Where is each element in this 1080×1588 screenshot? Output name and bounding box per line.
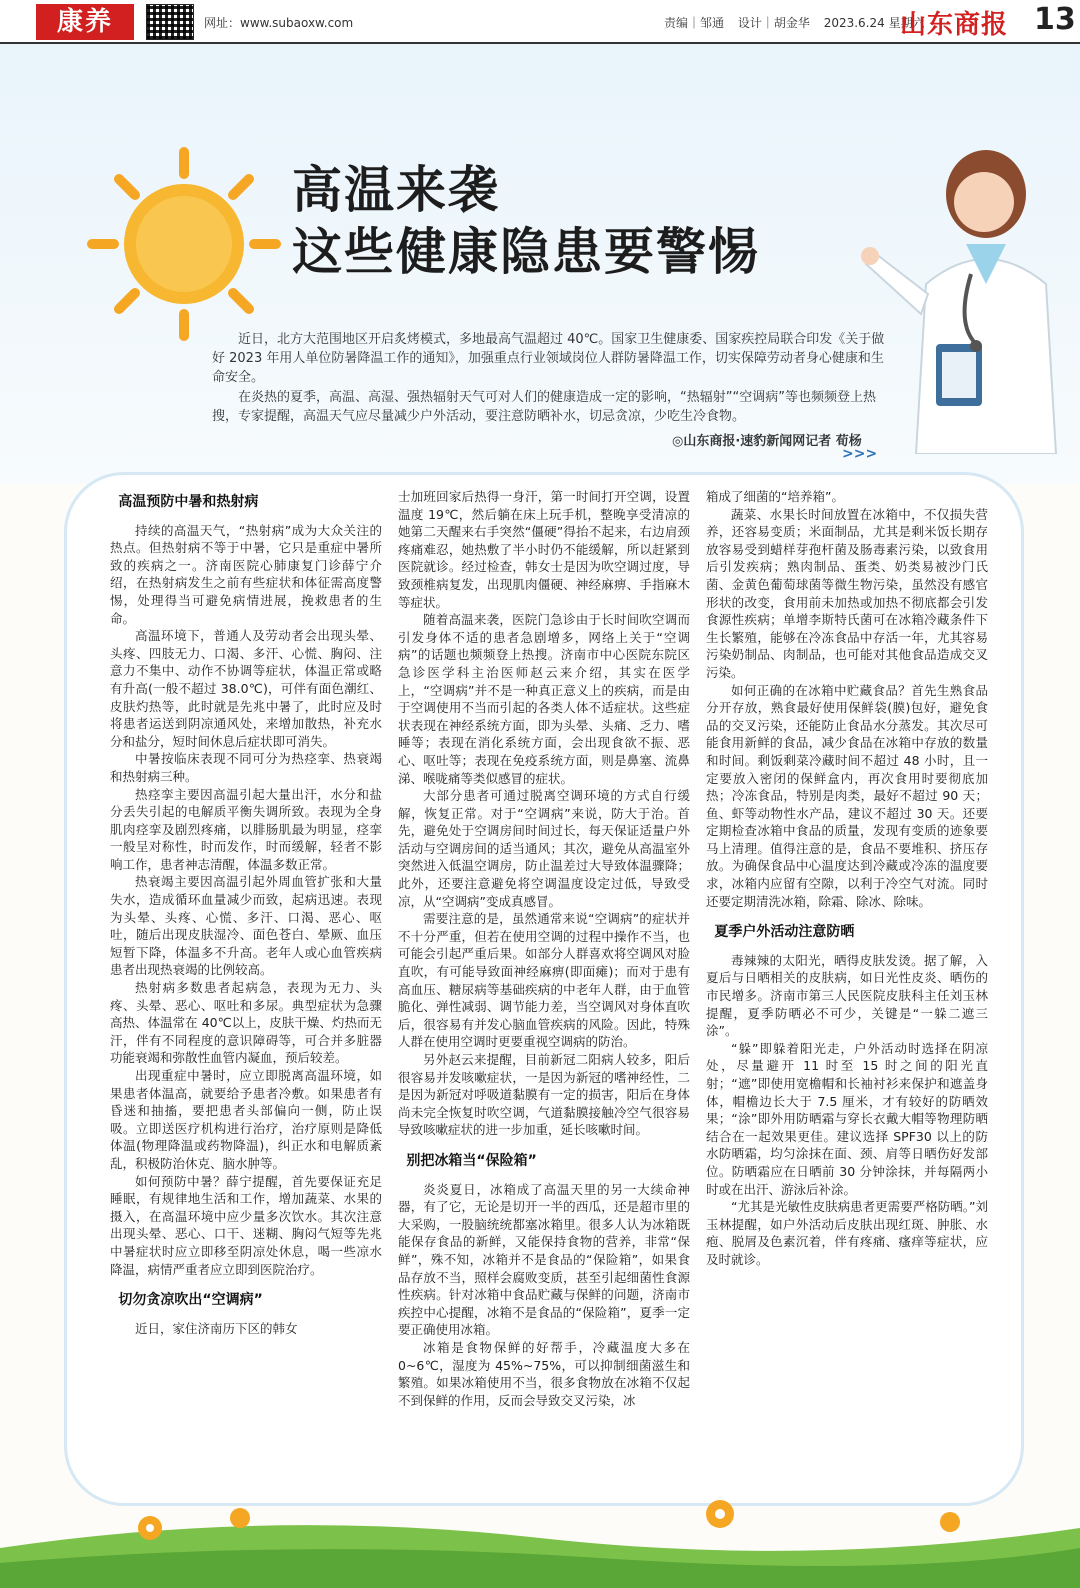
lead-paragraph-1: 近日，北方大范围地区开启炙烤模式，多地最高气温超过 40℃。国家卫生健康委、国家疾控局联合印发《关于做好 2023 年用人单位防暑降温工作的通知》，加强重点行业领域岗位人群防暑降温工作，切实保障劳动者身心健康和生命安全。 <box>212 332 885 385</box>
sun-icon <box>84 144 284 344</box>
paragraph: 随着高温来袭，医院门急诊由于长时间吹空调而引发身体不适的患者急剧增多，网络上关于“空调病”的话题也频频登上热搜。济南市中心医院东院区急诊医学科主治医师赵云来介绍，其实在医学上，“空调病”并不是一种真正意义上的疾病，而是由于空调使用不当而引起的各类人体不适症状。这些症状表现在神经系统方面，即为头晕、头痛、乏力、嗜睡等；表现在消化系统方面，会出现食欲不振、恶心、呕吐等；表现在免疫系统方面，则是鼻塞、流鼻涕、喉咙痛等类似感冒的症状。 <box>398 612 690 786</box>
article-column-2 <box>398 488 690 1409</box>
paragraph: 大部分患者可通过脱离空调环境的方式自行缓解，恢复正常。对于“空调病”来说，防大于治。首先，避免处于空调房间时间过长，每天保证适量户外活动与空调房间的适当通风；其次，避免从高温室外突然进入低温空调房，防止温差过大导致体温骤降；此外，还要注意避免将空调温度设定过低，导致受凉，从“空调病”变成真感冒。 <box>398 788 690 909</box>
paragraph: 炎炎夏日，冰箱成了高温天里的另一大续命神器，有了它，无论是切开一半的西瓜，还是超市里的大采购，一股脑统统都塞冰箱里。很多人认为冰箱既能保存食品的新鲜，又能保持食物的营养，非常“保鲜”，殊不知，冰箱并不是食品的“保险箱”，如果食品存放不当，照样会腐败变质，甚至引起细菌性食源性疾病。针对冰箱中食品贮藏与保鲜的问题，济南市疾控中心提醒，冰箱不是食品的“保险箱”，夏季一定要正确使用冰箱。 <box>398 1181 690 1338</box>
paragraph: 如何预防中暑？薛宁提醒，首先要保证充足睡眠，有规律地生活和工作，增加蔬菜、水果的摄入，在高温环境中应少量多次饮水。其次注意出现头晕、恶心、口干、迷糊、胸闷气短等先兆中暑症状时应立即移至阴凉处休息，喝一些凉水降温，病情严重者应立即到医院治疗。 <box>110 1173 382 1277</box>
paper-logo: 山东商报 <box>900 10 1009 40</box>
page-number: 13 <box>1034 2 1076 37</box>
page-header <box>0 0 1080 44</box>
qr-code-icon[interactable] <box>146 4 194 40</box>
section-heading-sunscreen: 夏季户外活动注意防晒 <box>714 924 855 941</box>
section-heading-heatstroke: 高温预防中暑和热射病 <box>118 494 259 510</box>
grass-flowers-decoration-icon <box>0 1488 1080 1588</box>
paragraph: “躲”即躲着阳光走，户外活动时选择在阴凉处，尽量避开 11 时至 15 时之间的阳光直射；“遮”即使用宽檐帽和长袖衬衫来保护和遮盖身体，帽檐边长大于 7.5 厘米，才有较好的防晒效果；“涂”即外用防晒霜与穿长衣戴大帽等物理防晒结合在一起效果更佳。建议选择 SPF30 以上的防水防晒霜，均匀涂抹在面、颈、肩等日晒伤好发部位。防晒霜应在日晒前 30 分钟涂抹，并每隔两小时或在出汗、游泳后补涂。 <box>706 1040 988 1197</box>
credits <box>664 14 935 31</box>
paragraph: 如何正确的在冰箱中贮藏食品？首先生熟食品分开存放，熟食最好使用保鲜袋(膜)包好，避免食品的交叉污染，还能防止食品水分蒸发。其次尽可能食用新鲜的食品，减少食品在冰箱中存放的数量和时间。剩饭剩菜冷藏时间不超过 48 小时，且一定要放入密闭的保鲜盒内，再次食用时要彻底加热；冷冻食品，特别是肉类，最好不超过 90 天；鱼、虾等动物性水产品，建议不超过 30 天。还要定期检查冰箱中食品的质量，发现有变质的迹象要马上清理。值得注意的是，食品不要堆积、挤压存放。为确保食品中心温度达到冷藏或冷冻的温度要求，冰箱内应留有空隙，以利于冷空气对流。同时还要定期清洗冰箱，除霜、除冰、除味。 <box>706 682 988 909</box>
paragraph: 箱成了细菌的“培养箱”。 <box>706 489 844 504</box>
paragraph: 近日，家住济南历下区的韩女 <box>135 1320 298 1336</box>
byline: ◎山东商报·速豹新闻网记者 荀杨 <box>672 434 862 449</box>
paragraph: 高温环境下，普通人及劳动者会出现头晕、头疼、四肢无力、口渴、多汗、心慌、胸闷、注意力不集中、动作不协调等症状，体温正常或略有升高(一般不超过 38.0℃)，可伴有面色潮红、皮肤灼热等，此时就是先兆中暑了，此时应及时将患者运送到阴凉通风处，来增加散热，补充水分和盐分，短时间休息后症状即可消失。 <box>110 628 382 749</box>
lead-paragraph-2: 在炎热的夏季，高温、高湿、强热辐射天气可对人们的健康造成一定的影响，“热辐射”“空调病”等也频频登上热搜，专家提醒，高温天气应尽量减少户外活动，要注意防晒补水，切忌贪凉，少吃生冷食物。 <box>212 390 876 424</box>
design-credit: 设计｜胡金华 <box>737 16 810 30</box>
section-tag: 康养 <box>36 4 134 40</box>
paragraph: 需要注意的是，虽然通常来说“空调病”的症状并不十分严重，但若在使用空调的过程中操作不当，也可能会引起严重后果。如部分人群喜欢将空调风对脸直吹，有可能导致面神经麻痹(即面瘫)；而对于患有高血压、糖尿病等基础疾病的中老年人群，由于血管脆化、弹性减弱、调节能力差，当空调风对身体直吹后，很容易有并发心脑血管疾病的风险。因此，特殊人群在使用空调时更要重视空调病的防治。 <box>398 911 690 1050</box>
paragraph: 另外赵云来提醒，目前新冠二阳病人较多，阳后很容易并发咳嗽症状，一是因为新冠的嗜神经性，二是因为新冠对呼吸道黏膜有一定的损害，阳后在身体尚未完全恢复时吹空调，气道黏膜接触冷空气很容易导致咳嗽症状的进一步加重，延长咳嗽时间。 <box>398 1052 690 1138</box>
issue-date: 2023.6.24 星期六 <box>823 16 925 30</box>
continue-arrows: >>> <box>842 446 878 462</box>
section-heading-aircon: 切勿贪凉吹出“空调病” <box>118 1292 263 1309</box>
section-heading-fridge: 别把冰箱当“保险箱” <box>406 1152 537 1169</box>
paragraph: 蔬菜、水果长时间放置在冰箱中，不仅损失营养，还容易变质；米面制品，尤其是剩米饭长期存放容易受到蜡样芽孢杆菌及肠毒素污染，以致食用后引发疾病；熟肉制品、蛋类、奶类易被沙门氏菌、金黄色葡萄球菌等微生物污染，虽然没有感官形状的改变，食用前未加热或加热不彻底都会引发食源性疾病；单增李斯特氏菌可在冰箱冷藏条件下生长繁殖，能够在冷冻食品中存活一年，尤其容易污染奶制品、肉制品，也可能对其他食品造成交叉污染。 <box>706 506 988 680</box>
headline-line-2: 这些健康隐患要警惕 <box>292 223 760 281</box>
paragraph: 毒辣辣的太阳光，晒得皮肤发烫。据了解，入夏后与日晒相关的皮肤病，如日光性皮炎、晒伤的市民增多。济南市第三人民医院皮肤科主任刘玉林提醒，夏季防晒必不可少，关键是“一躲二遮三涂”。 <box>706 952 988 1039</box>
paragraph: 出现重症中暑时，应立即脱离高温环境，如果患者体温高，就要给予患者冷敷。如果患者有昏迷和抽搐，要把患者头部偏向一侧，防止误吸。立即送医疗机构进行治疗，治疗原则是降低体温(物理降温或药物降温)，纠正水和电解质紊乱，积极防治休克、脑水肿等。 <box>110 1068 382 1171</box>
editor-credit: 责编｜邹通 <box>664 16 725 30</box>
headline-line-1: 高温来袭 <box>292 161 500 219</box>
paragraph: 士加班回家后热得一身汗，第一时间打开空调，设置温度 19℃，然后躺在床上玩手机，整晚享受清凉的她第二天醒来右手突然“僵硬”得抬不起来，右边肩颈疼痛难忍，她热敷了半小时仍不能缓解，所以赶紧到医院就诊。经过检查，韩女士是因为吹空调过度，导致颈椎病复发，出现肌肉僵硬、神经麻痹、手指麻木等症状。 <box>398 489 690 610</box>
article-column-1 <box>110 488 382 1337</box>
article-column-3 <box>706 488 988 1269</box>
paragraph: 中暑按临床表现不同可分为热痉挛、热衰竭和热射病三种。 <box>110 751 382 784</box>
paragraph: 热衰竭主要因高温引起外周血管扩张和大量失水，造成循环血量减少而致，起病迅速。表现为头晕、头疼、心慌、多汗、口渴、恶心、呕吐，随后出现皮肤湿冷、面色苍白、晕厥、血压短暂下降，体温多不升高。老年人或心血管疾病患者出现热衰竭的比例较高。 <box>110 874 382 978</box>
website-url[interactable]: 网址：www.subaoxw.com <box>204 16 354 30</box>
paragraph: 热痉挛主要因高温引起大量出汗，水分和盐分丢失引起的电解质平衡失调所致。表现为全身肌肉痉挛及剧烈疼痛，以腓肠肌最为明显，痉挛一般呈对称性，时而发作，时而缓解，轻者不影响工作，患者神志清醒，体温多数正常。 <box>110 786 382 872</box>
paragraph: 持续的高温天气，“热射病”成为大众关注的热点。但热射病不等于中暑，它只是重症中暑所致的疾病之一。济南医院心肺康复门诊薛宁介绍，在热射病发生之前有些症状和体征需高度警惕，处理得当可避免病情进展，挽救患者的生命。 <box>110 522 382 626</box>
paragraph: “尤其是光敏性皮肤病患者更需要严格防晒。”刘玉林提醒，如户外活动后皮肤出现红斑、肿胀、水疱、脱屑及色素沉着，伴有疼痛、瘙痒等症状，应及时就诊。 <box>706 1199 988 1267</box>
paragraph: 冰箱是食物保鲜的好帮手，冷藏温度大多在 0~6℃，湿度为 45%~75%，可以抑制细菌滋生和繁殖。如果冰箱使用不当，很多食物放在冰箱不仅起不到保鲜的作用，反而会导致交叉污染，冰 <box>398 1339 690 1408</box>
paragraph: 热射病多数患者起病急，表现为无力、头疼、头晕、恶心、呕吐和多尿。典型症状为急骤高热、体温常在 40℃以上，皮肤干燥、灼热而无汗，伴有不同程度的意识障碍等，可合并多脏器功能衰竭和弥散性血管内凝血，预后较差。 <box>110 980 382 1066</box>
